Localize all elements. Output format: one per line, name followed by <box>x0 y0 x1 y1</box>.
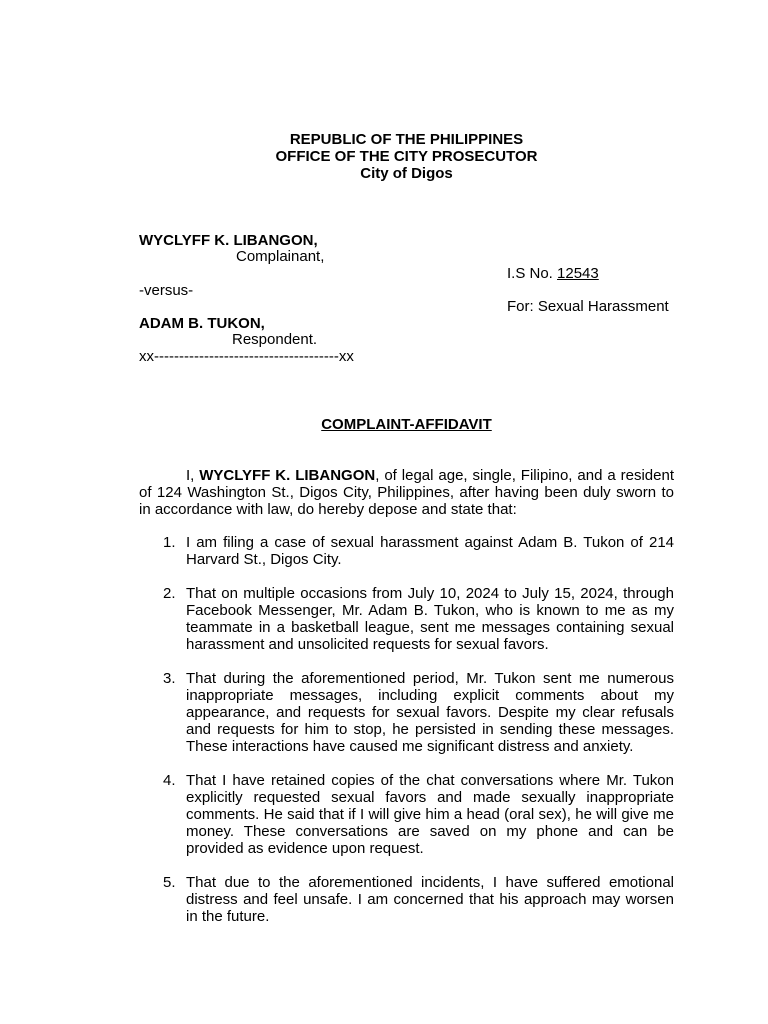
complainant-name: WYCLYFF K. LIBANGON, <box>139 232 318 249</box>
case-number-label: I.S No. <box>507 265 553 282</box>
respondent-name: ADAM B. TUKON, <box>139 315 265 332</box>
item-number: 2. <box>163 585 176 602</box>
intro-name: WYCLYFF K. LIBANGON <box>199 467 376 484</box>
versus-label: -versus- <box>139 282 194 299</box>
complainant-role: Complainant, <box>236 248 325 265</box>
item-text: That due to the aforementioned incidents, I have suffered emotional distress and feel unsafe. I am concerned that his approach may worsen in the future. <box>186 874 674 925</box>
document-title: COMPLAINT-AFFIDAVIT <box>321 416 492 433</box>
caption-separator: xx-------------------------------------xx <box>139 348 354 365</box>
item-number: 5. <box>163 874 176 891</box>
item-text: That during the aforementioned period, Mr. Tukon sent me numerous inappropriate messages, including explicit comments about my appearance, and requests for sexual favors. Despite my clear refusals and requests for him to stop, he persisted in sending these messages. These interactions have caused me significant distress and anxiety. <box>186 670 674 755</box>
list-item <box>139 585 674 653</box>
item-number: 4. <box>163 772 176 789</box>
header-office: OFFICE OF THE CITY PROSECUTOR <box>275 148 538 165</box>
offense-label: For: Sexual Harassment <box>507 298 669 315</box>
list-item <box>139 534 674 568</box>
item-number: 3. <box>163 670 176 687</box>
item-text: That I have retained copies of the chat conversations where Mr. Tukon explicitly requested sexual favors and made sexually inappropriate comments. He said that if I will give him a head (oral sex), he will give me money. These conversations are saved on my phone and can be provided as evidence upon request. <box>186 772 674 857</box>
respondent-role: Respondent. <box>232 331 318 348</box>
header-republic: REPUBLIC OF THE PHILIPPINES <box>289 131 524 148</box>
intro-rest: , of legal age, single, Filipino, and a resident of 124 Washington St., Digos City, Philippines, after having been duly sworn to in accordance with law, do hereby depose and state that: <box>139 467 674 518</box>
intro-paragraph <box>139 467 674 518</box>
document-header <box>139 131 674 182</box>
item-text: I am filing a case of sexual harassment against Adam B. Tukon of 214 Harvard St., Digos City. <box>186 534 674 568</box>
item-number: 1. <box>163 534 176 551</box>
case-number <box>507 265 599 282</box>
statement-list <box>139 534 674 942</box>
case-number-value: 12543 <box>557 265 599 282</box>
intro-prefix: I, <box>186 467 200 484</box>
list-item <box>139 772 674 857</box>
list-item <box>139 874 674 925</box>
header-city: City of Digos <box>360 165 453 182</box>
item-text: That on multiple occasions from July 10, 2024 to July 15, 2024, through Facebook Messenger, Mr. Adam B. Tukon, who is known to me as my teammate in a basketball league, sent me messages containing sexual harassment and unsolicited requests for sexual favors. <box>186 585 674 653</box>
list-item <box>139 670 674 755</box>
